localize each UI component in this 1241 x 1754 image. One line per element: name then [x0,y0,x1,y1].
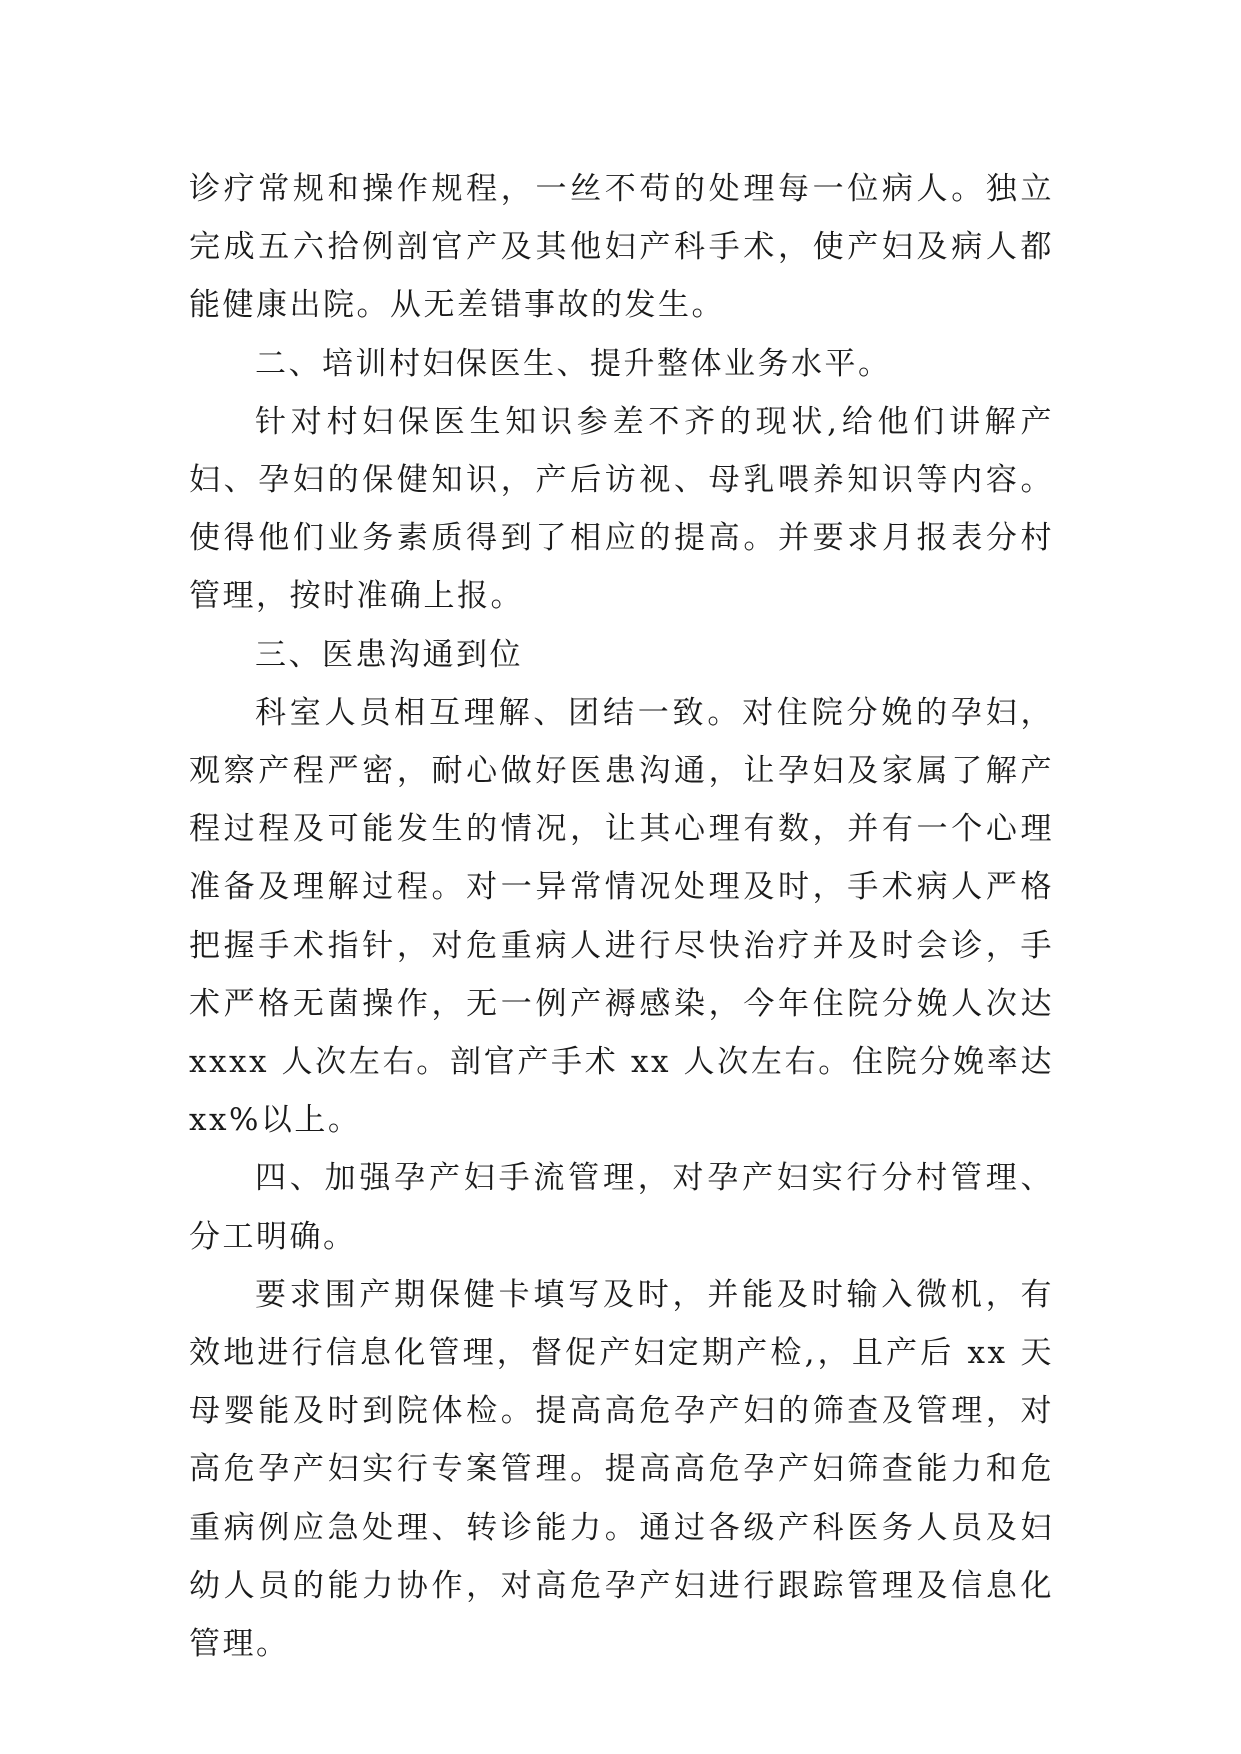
section-heading-4: 四、加强孕产妇手流管理，对孕产妇实行分村管理、分工明确。 [189,1160,1054,1255]
section-heading-3: 三、医患沟通到位 [255,636,523,673]
paragraph-communication: 科室人员相互理解、团结一致。对住院分娩的孕妇，观察产程严密，耐心做好医患沟通，让孕妇及家属了解产程过程及可能发生的情况，让其心理有数，并有一个心理准备及理解过程。对一异常情况处理及时，手术病人严格把握手术指针，对危重病人进行尽快治疗并及时会诊，手术严格无菌操作，无一例产褥感染，今年住院分娩人次达 xxxx 人次左右。剖官产手术 xx 人次左右。住院分娩率达 xx%以上。 [189,694,1054,1139]
paragraph-continued: 诊疗常规和操作规程，一丝不苟的处理每一位病人。独立完成五六拾例剖官产及其他妇产科手术，使产妇及病人都能健康出院。从无差错事故的发生。 [189,171,1054,324]
document-body [189,160,1054,1673]
section-heading-2: 二、培训村妇保医生、提升整体业务水平。 [255,345,892,382]
paragraph-training: 针对村妇保医生知识参差不齐的现状,给他们讲解产妇、孕妇的保健知识，产后访视、母乳喂养知识等内容。使得他们业务素质得到了相应的提高。并要求月报表分村管理，按时准确上报。 [189,403,1054,615]
paragraph-management: 要求围产期保健卡填写及时，并能及时输入微机，有效地进行信息化管理，督促产妇定期产检,，且产后 xx 天母婴能及时到院体检。提高高危孕产妇的筛查及管理，对高危孕产妇实行专案管理。提高高危孕产妇筛查能力和危重病例应急处理、转诊能力。通过各级产科医务人员及妇幼人员的能力协作，对高危孕产妇进行跟踪管理及信息化管理。 [189,1276,1054,1663]
